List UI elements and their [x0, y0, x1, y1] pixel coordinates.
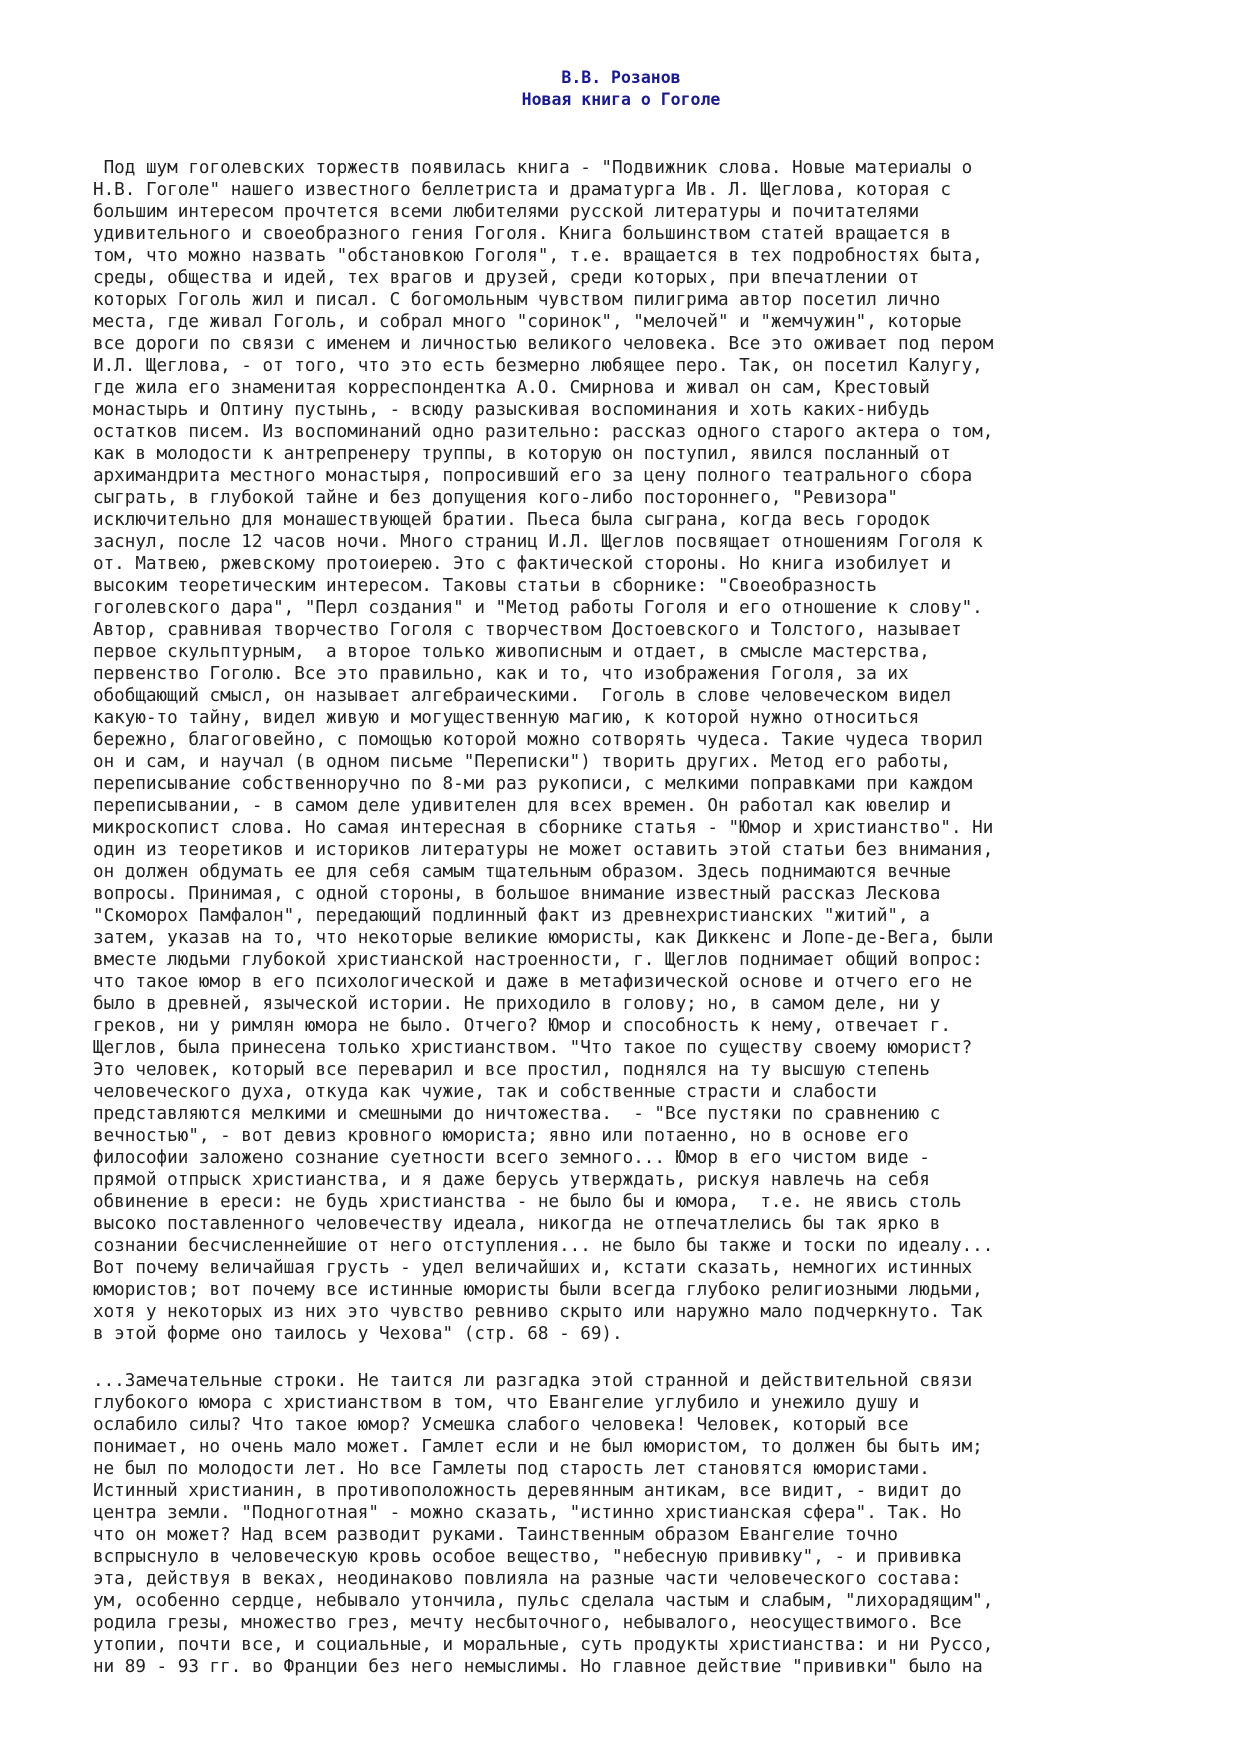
text-line: высоким теоретическим интересом. Таковы статьи в сборнике: "Своеобразность [93, 576, 877, 596]
text-line: вечностью", - вот девиз кровного юмориста; явно или потаенно, но в основе его [93, 1126, 909, 1146]
text-line: эта, действуя в веках, неодинаково повлияла на разные части человеческого состава: [93, 1569, 962, 1589]
text-line: микроскопист слова. Но самая интересная в сборнике статья - "Юмор и христианство". Ни [93, 818, 994, 838]
text-line: не был по молодости лет. Но все Гамлеты под старость лет становятся юмористами. [93, 1459, 930, 1479]
text-line: как в молодости к антрепренеру труппы, в которую он поступил, явился посланный от [93, 444, 951, 464]
text-line: Автор, сравнивая творчество Гоголя с творчеством Достоевского и Толстого, называет [93, 620, 962, 640]
text-line: понимает, но очень мало может. Гамлет если и не был юмористом, то должен бы быть им; [93, 1437, 983, 1457]
text-line: которых Гоголь жил и писал. С богомольным чувством пилигрима автор посетил лично [93, 290, 941, 310]
text-line: "Скоморох Памфалон", передающий подлинный факт из древнехристианских "житий", а [93, 906, 930, 926]
text-line: первенство Гоголю. Все это правильно, как и то, что изображения Гоголя, за их [93, 664, 909, 684]
text-line: Под шум гоголевских торжеств появилась книга - "Подвижник слова. Новые материалы о [93, 158, 973, 178]
text-line: остатков писем. Из воспоминаний одно разительно: рассказ одного старого актера о том, [93, 422, 994, 442]
text-line: ни 89 - 93 гг. во Франции без него немыслимы. Но главное действие "прививки" было на [93, 1657, 983, 1677]
text-line: в этой форме оно таилось у Чехова" (стр. 68 - 69). [93, 1324, 623, 1344]
text-line: том, что можно назвать "обстановкою Гоголя", т.е. вращается в тех подробностях быта, [93, 246, 983, 266]
text-line: представляются мелкими и смешными до ничтожества. - "Все пустяки по сравнению с [93, 1104, 941, 1124]
text-line: обвинение в ереси: не будь христианства - не было бы и юмора, т.е. не явись столь [93, 1192, 962, 1212]
text-line: высоко поставленного человечеству идеала, никогда не отпечатлелись бы так ярко в [93, 1214, 941, 1234]
text-line: ум, особенно сердце, небывало утончила, пульс сделала частым и слабым, "лихорадящим", [93, 1591, 994, 1611]
text-line: большим интересом прочтется всеми любителями русской литературы и почитателями [93, 202, 920, 222]
text-line: ...Замечательные строки. Не таится ли разгадка этой странной и действительной связи [93, 1371, 973, 1391]
text-line: греков, ни у римлян юмора не было. Отчего? Юмор и способность к нему, отвечает г. [93, 1016, 951, 1036]
text-line: Вот почему величайшая грусть - удел величайших и, кстати сказать, немногих истинных [93, 1258, 973, 1278]
text-line: места, где живал Гоголь, и собрал много "соринок", "мелочей" и "жемчужин", которые [93, 312, 962, 332]
text-line: вопросы. Принимая, с одной стороны, в большое внимание известный рассказ Лескова [93, 884, 941, 904]
text-line: Н.В. Гоголе" нашего известного беллетриста и драматурга Ив. Л. Щеглова, которая с [93, 180, 951, 200]
text-line: он должен обдумать ее для себя самым тщательным образом. Здесь поднимаются вечные [93, 862, 951, 882]
text-line: исключительно для монашествующей братии. Пьеса была сыграна, когда весь городок [93, 510, 930, 530]
text-line: философии заложено сознание суетности всего земного... Юмор в его чистом виде - [93, 1148, 930, 1168]
text-line: Это человек, который все переварил и все простил, поднялся на ту высшую степень [93, 1060, 930, 1080]
article-title: Новая книга о Гоголе [521, 90, 721, 109]
text-line: какую-то тайну, видел живую и могущественную магию, к которой нужно относиться [93, 708, 920, 728]
text-line: затем, указав на то, что некоторые великие юмористы, как Диккенс и Лопе-де-Вега, были [93, 928, 994, 948]
text-line: было в древней, языческой истории. Не приходило в голову; но, в самом деле, ни у [93, 994, 941, 1014]
text-line: Щеглов, была принесена только христианством. "Что такое по существу своему юморист? [93, 1038, 973, 1058]
text-line: первое скульптурным, а второе только живописным и отдает, в смысле мастерства, [93, 642, 930, 662]
text-line: архимандрита местного монастыря, попросивший его за цену полного театрального сбора [93, 466, 973, 486]
text-line: гоголевского дара", "Перл создания" и "Метод работы Гоголя и его отношение к слову". [93, 598, 983, 618]
paragraph-2 [93, 1370, 1173, 1678]
text-line: переписывание собственноручно по 8-ми раз рукописи, с мелкими поправками при каждом [93, 774, 973, 794]
text-line: что он может? Над всем разводит руками. Таинственным образом Евангелие точно [93, 1525, 899, 1545]
text-line: хотя у некоторых из них это чувство ревниво скрыто или наружно мало подчеркнуто. Так [93, 1302, 983, 1322]
text-line: юмористов; вот почему все истинные юмористы были всегда глубоко религиозными людьми, [93, 1280, 983, 1300]
text-line: человеческого духа, откуда как чужие, так и собственные страсти и слабости [93, 1082, 877, 1102]
text-line: среды, общества и идей, тех врагов и друзей, среди которых, при впечатлении от [93, 268, 920, 288]
text-line: вместе людьми глубокой христианской настроенности, г. Щеглов поднимает общий вопрос: [93, 950, 983, 970]
text-line: центра земли. "Подноготная" - можно сказать, "истинно христианская сфера". Так. Но [93, 1503, 962, 1523]
text-line: глубокого юмора с христианством в том, что Евангелие углубило и унежило душу и [93, 1393, 920, 1413]
text-line: заснул, после 12 часов ночи. Много страниц И.Л. Щеглов посвящает отношениям Гоголя к [93, 532, 983, 552]
text-line: что такое юмор в его психологической и даже в метафизической основе и отчего его не [93, 972, 973, 992]
text-line: он и сам, и научал (в одном письме "Переписки") творить других. Метод его работы, [93, 752, 951, 772]
text-line: ослабило силы? Что такое юмор? Усмешка слабого человека! Человек, который все [93, 1415, 909, 1435]
paragraph-1 [93, 157, 1173, 1345]
text-line: монастырь и Оптину пустынь, - всюду разыскивая воспоминания и хоть каких-нибудь [93, 400, 930, 420]
text-line: где жила его знаменитая корреспондентка А.О. Смирнова и живал он сам, Крестовый [93, 378, 930, 398]
text-line: бережно, благоговейно, с помощью которой можно сотворять чудеса. Такие чудеса творил [93, 730, 983, 750]
text-line: переписывании, - в самом деле удивителен для всех времен. Он работал как ювелир и [93, 796, 951, 816]
text-line: один из теоретиков и историков литературы не может оставить этой статьи без внимания, [93, 840, 994, 860]
text-line: вспрыснуло в человеческую кровь особое вещество, "небесную прививку", - и прививка [93, 1547, 962, 1567]
text-line: от. Матвею, ржевскому протоиерею. Это с фактической стороны. Но книга изобилует и [93, 554, 951, 574]
text-line: обобщающий смысл, он называет алгебраическими. Гоголь в слове человеческом видел [93, 686, 951, 706]
author-name: В.В. Розанов [561, 68, 681, 87]
text-line: утопии, почти все, и социальные, и моральные, суть продукты христианства: и ни Руссо, [93, 1635, 994, 1655]
text-line: сознании бесчисленнейшие от него отступления... не было бы также и тоски по идеалу... [93, 1236, 994, 1256]
text-line: родила грезы, множество грез, мечту несбыточного, небывалого, неосуществимого. Все [93, 1613, 962, 1633]
text-line: прямой отпрыск христианства, и я даже берусь утверждать, рискуя навлечь на себя [93, 1170, 930, 1190]
text-line: Истинный христианин, в противоположность деревянным антикам, все видит, - видит до [93, 1481, 962, 1501]
text-line: сыграть, в глубокой тайне и без допущения кого-либо постороннего, "Ревизора" [93, 488, 899, 508]
text-line: И.Л. Щеглова, - от того, что это есть безмерно любящее перо. Так, он посетил Калугу, [93, 356, 983, 376]
text-line: удивительного и своеобразного гения Гоголя. Книга большинством статей вращается в [93, 224, 951, 244]
text-line: все дороги по связи с именем и личностью великого человека. Все это оживает под пером [93, 334, 994, 354]
